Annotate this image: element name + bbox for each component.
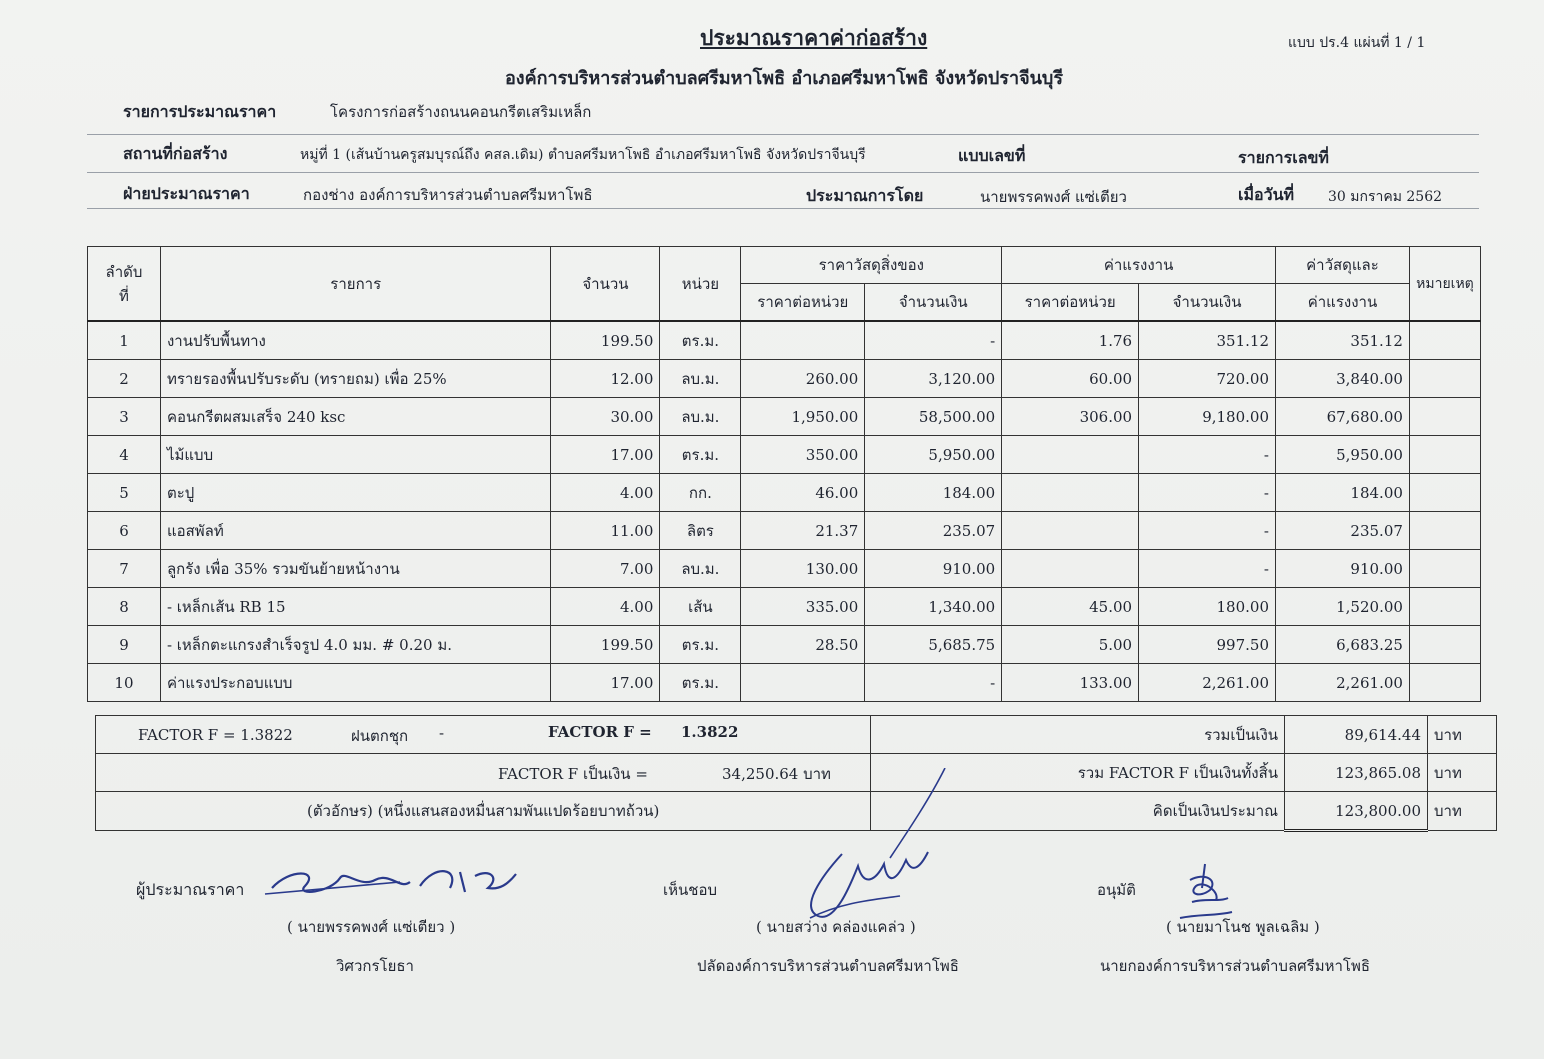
baht-unit: บาท xyxy=(1428,716,1497,754)
site-label: สถานที่ก่อสร้าง xyxy=(123,144,228,163)
table-row xyxy=(88,626,1481,664)
cell-total: 184.00 xyxy=(1276,474,1410,512)
col-header-no: ลำดับ ที่ xyxy=(88,247,161,322)
baht-unit: บาท xyxy=(1428,754,1497,792)
cell-total: 1,520.00 xyxy=(1276,588,1410,626)
cell-no: 5 xyxy=(88,474,161,512)
cell-no: 3 xyxy=(88,398,161,436)
agree-title: ปลัดองค์การบริหารส่วนตำบลศรีมหาโพธิ xyxy=(697,957,959,975)
approx-label: คิดเป็นเงินประมาณ xyxy=(871,792,1285,831)
cell-total: 67,680.00 xyxy=(1276,398,1410,436)
department-label: ฝ่ายประมาณราคา xyxy=(123,184,250,203)
col-header-labor-amount: จำนวนเงิน xyxy=(1139,284,1276,322)
cell-labor-amount: 720.00 xyxy=(1139,360,1276,398)
cell-material-amount: - xyxy=(865,664,1002,702)
sum-label: รวมเป็นเงิน xyxy=(871,716,1285,754)
cell-material-amount: 235.07 xyxy=(865,512,1002,550)
divider xyxy=(87,134,1479,135)
plan-number-label: แบบเลขที่ xyxy=(958,146,1026,165)
cell-unit: ตร.ม. xyxy=(660,664,741,702)
cell-unit: ลบ.ม. xyxy=(660,550,741,588)
divider xyxy=(87,172,1479,173)
total-factor-value: 123,865.08 xyxy=(1285,754,1428,792)
cell-labor-unit-price xyxy=(1002,474,1139,512)
cell-material-unit-price: 28.50 xyxy=(741,626,865,664)
cell-material-unit-price: 350.00 xyxy=(741,436,865,474)
cell-material-amount: 58,500.00 xyxy=(865,398,1002,436)
cell-qty: 11.00 xyxy=(551,512,660,550)
cell-total: 2,261.00 xyxy=(1276,664,1410,702)
cell-material-unit-price: 335.00 xyxy=(741,588,865,626)
divider xyxy=(87,208,1479,209)
agree-name: ( นายสว่าง คล่องแคล่ว ) xyxy=(756,918,916,936)
cell-labor-amount: 9,180.00 xyxy=(1139,398,1276,436)
cell-item: - เหล็กเส้น RB 15 xyxy=(160,588,551,626)
cell-qty: 12.00 xyxy=(551,360,660,398)
cell-no: 6 xyxy=(88,512,161,550)
cell-labor-unit-price xyxy=(1002,512,1139,550)
cell-unit: ลบ.ม. xyxy=(660,398,741,436)
cell-remark xyxy=(1409,512,1480,550)
cell-material-unit-price xyxy=(741,664,865,702)
cell-no: 10 xyxy=(88,664,161,702)
cell-labor-unit-price: 1.76 xyxy=(1002,321,1139,360)
cell-qty: 7.00 xyxy=(551,550,660,588)
cell-no: 8 xyxy=(88,588,161,626)
cell-material-amount: 1,340.00 xyxy=(865,588,1002,626)
cell-qty: 4.00 xyxy=(551,588,660,626)
col-header-material: ราคาวัสดุสิ่งของ xyxy=(741,247,1002,284)
cell-remark xyxy=(1409,550,1480,588)
item-number-label: รายการเลขที่ xyxy=(1238,148,1329,167)
estimate-value: โครงการก่อสร้างถนนคอนกรีตเสริมเหล็ก xyxy=(330,103,592,121)
cell-labor-unit-price: 133.00 xyxy=(1002,664,1139,702)
cell-labor-unit-price: 60.00 xyxy=(1002,360,1139,398)
cell-labor-unit-price xyxy=(1002,550,1139,588)
approve-title: นายกองค์การบริหารส่วนตำบลศรีมหาโพธิ xyxy=(1100,957,1371,975)
table-row xyxy=(88,321,1481,360)
col-header-unit: หน่วย xyxy=(660,247,741,322)
rain-value: - xyxy=(439,724,445,742)
form-reference: แบบ ปร.4 แผ่นที่ 1 / 1 xyxy=(1288,35,1426,51)
cell-total: 3,840.00 xyxy=(1276,360,1410,398)
cell-material-amount: - xyxy=(865,321,1002,360)
organization-line: องค์การบริหารส่วนตำบลศรีมหาโพธิ อำเภอศรีมหาโพธิ จังหวัดปราจีนบุรี xyxy=(505,68,1064,89)
rain-label: ฝนตกชุก xyxy=(351,727,409,745)
cell-no: 4 xyxy=(88,436,161,474)
cell-no: 1 xyxy=(88,321,161,360)
factor-money-label: FACTOR F เป็นเงิน = xyxy=(498,765,648,783)
estimated-by-label: ประมาณการโดย xyxy=(806,186,924,205)
estimated-by-value: นายพรรคพงศ์ แซ่เตียว xyxy=(980,188,1127,206)
cell-material-unit-price: 1,950.00 xyxy=(741,398,865,436)
table-row xyxy=(88,474,1481,512)
cell-item: - เหล็กตะแกรงสำเร็จรูป 4.0 มม. # 0.20 ม. xyxy=(160,626,551,664)
cell-item: ตะปู xyxy=(160,474,551,512)
cell-material-amount: 5,685.75 xyxy=(865,626,1002,664)
cell-unit: กก. xyxy=(660,474,741,512)
cell-unit: เส้น xyxy=(660,588,741,626)
cell-item: ทรายรองพื้นปรับระดับ (ทรายถม) เพื่อ 25% xyxy=(160,360,551,398)
site-value: หมู่ที่ 1 (เส้นบ้านครูสมบุรณ์ถึง คสล.เดิม) ตำบลศรีมหาโพธิ อำเภอศรีมหาโพธิ จังหวัดปราจีนบุรี xyxy=(300,147,866,163)
baht-unit: บาท xyxy=(1428,792,1497,831)
cell-material-unit-price: 21.37 xyxy=(741,512,865,550)
cell-qty: 17.00 xyxy=(551,436,660,474)
cell-material-unit-price: 46.00 xyxy=(741,474,865,512)
factor-mid-value: 1.3822 xyxy=(681,723,739,741)
col-header-remark: หมายเหตุ xyxy=(1409,247,1480,322)
date-value: 30 มกราคม 2562 xyxy=(1328,189,1443,205)
document-title: ประมาณราคาค่าก่อสร้าง xyxy=(700,25,928,50)
col-header-total-2: ค่าแรงงาน xyxy=(1276,284,1410,322)
cell-remark xyxy=(1409,474,1480,512)
estimator-label: ผู้ประมาณราคา xyxy=(136,880,245,899)
cell-remark xyxy=(1409,626,1480,664)
col-header-total: ค่าวัสดุและ xyxy=(1276,247,1410,284)
factor-cell xyxy=(96,716,871,754)
cell-material-unit-price: 260.00 xyxy=(741,360,865,398)
cell-labor-unit-price: 5.00 xyxy=(1002,626,1139,664)
cell-material-amount: 184.00 xyxy=(865,474,1002,512)
estimate-label: รายการประมาณราคา xyxy=(123,102,277,121)
cell-qty: 17.00 xyxy=(551,664,660,702)
cell-unit: ตร.ม. xyxy=(660,436,741,474)
cell-remark xyxy=(1409,664,1480,702)
table-row xyxy=(88,588,1481,626)
cell-material-unit-price xyxy=(741,321,865,360)
cell-unit: ตร.ม. xyxy=(660,626,741,664)
col-header-labor: ค่าแรงงาน xyxy=(1002,247,1276,284)
table-row xyxy=(88,360,1481,398)
cell-remark xyxy=(1409,360,1480,398)
cell-item: ลูกรัง เพื่อ 35% รวมขันย้ายหน้างาน xyxy=(160,550,551,588)
cell-labor-unit-price: 45.00 xyxy=(1002,588,1139,626)
cell-labor-unit-price: 306.00 xyxy=(1002,398,1139,436)
cell-no: 7 xyxy=(88,550,161,588)
cell-labor-amount: 180.00 xyxy=(1139,588,1276,626)
agree-label: เห็นชอบ xyxy=(663,881,717,899)
approve-name: ( นายมาโนช พูลเฉลิม ) xyxy=(1166,918,1320,936)
cell-labor-amount: - xyxy=(1139,512,1276,550)
estimator-name: ( นายพรรคพงศ์ แซ่เตียว ) xyxy=(287,918,456,936)
cell-item: ค่าแรงประกอบแบบ xyxy=(160,664,551,702)
cell-material-amount: 5,950.00 xyxy=(865,436,1002,474)
cell-remark xyxy=(1409,398,1480,436)
amount-in-words: (ตัวอักษร) (หนึ่งแสนสองหมื่นสามพันแปดร้อยบาทถ้วน) xyxy=(96,792,871,831)
cell-item: คอนกรีตผสมเสร็จ 240 ksc xyxy=(160,398,551,436)
agree-signature xyxy=(780,768,970,928)
col-header-qty: จำนวน xyxy=(551,247,660,322)
cell-labor-unit-price xyxy=(1002,436,1139,474)
cell-qty: 4.00 xyxy=(551,474,660,512)
cell-labor-amount: - xyxy=(1139,436,1276,474)
cell-total: 235.07 xyxy=(1276,512,1410,550)
cell-qty: 30.00 xyxy=(551,398,660,436)
factor-mid-label: FACTOR F = xyxy=(548,723,652,741)
sum-value: 89,614.44 xyxy=(1285,716,1428,754)
total-factor-label: รวม FACTOR F เป็นเงินทั้งสิ้น xyxy=(871,754,1285,792)
cell-item: ไม้แบบ xyxy=(160,436,551,474)
table-row xyxy=(88,512,1481,550)
cell-total: 351.12 xyxy=(1276,321,1410,360)
cell-material-amount: 3,120.00 xyxy=(865,360,1002,398)
cell-labor-amount: 997.50 xyxy=(1139,626,1276,664)
cell-total: 6,683.25 xyxy=(1276,626,1410,664)
cell-item: แอสพัลท์ xyxy=(160,512,551,550)
estimate-table xyxy=(87,246,1481,702)
date-label: เมื่อวันที่ xyxy=(1238,185,1295,204)
cell-labor-amount: 351.12 xyxy=(1139,321,1276,360)
cell-remark xyxy=(1409,436,1480,474)
approve-label: อนุมัติ xyxy=(1097,881,1136,899)
cell-unit: ลิตร xyxy=(660,512,741,550)
factor-money-value: 34,250.64 บาท xyxy=(722,765,831,783)
cell-material-unit-price: 130.00 xyxy=(741,550,865,588)
approx-value: 123,800.00 xyxy=(1285,792,1428,831)
department-value: กองช่าง องค์การบริหารส่วนตำบลศรีมหาโพธิ xyxy=(303,186,593,204)
table-row xyxy=(88,664,1481,702)
cell-total: 5,950.00 xyxy=(1276,436,1410,474)
cell-labor-amount: 2,261.00 xyxy=(1139,664,1276,702)
cell-remark xyxy=(1409,588,1480,626)
cell-no: 2 xyxy=(88,360,161,398)
cell-item: งานปรับพื้นทาง xyxy=(160,321,551,360)
col-header-material-unit-price: ราคาต่อหน่วย xyxy=(741,284,865,322)
cell-qty: 199.50 xyxy=(551,626,660,664)
cell-unit: ลบ.ม. xyxy=(660,360,741,398)
table-row xyxy=(88,436,1481,474)
cell-total: 910.00 xyxy=(1276,550,1410,588)
cell-remark xyxy=(1409,321,1480,360)
col-header-material-amount: จำนวนเงิน xyxy=(865,284,1002,322)
cell-qty: 199.50 xyxy=(551,321,660,360)
factor-money-cell xyxy=(96,754,871,792)
factor-left: FACTOR F = 1.3822 xyxy=(138,726,293,744)
col-header-item: รายการ xyxy=(160,247,551,322)
estimator-signature xyxy=(260,858,525,903)
estimator-title: วิศวกรโยธา xyxy=(336,957,414,975)
cell-no: 9 xyxy=(88,626,161,664)
cell-unit: ตร.ม. xyxy=(660,321,741,360)
table-row xyxy=(88,398,1481,436)
col-header-labor-unit-price: ราคาต่อหน่วย xyxy=(1002,284,1139,322)
cell-material-amount: 910.00 xyxy=(865,550,1002,588)
cell-labor-amount: - xyxy=(1139,474,1276,512)
cell-labor-amount: - xyxy=(1139,550,1276,588)
table-row xyxy=(88,550,1481,588)
